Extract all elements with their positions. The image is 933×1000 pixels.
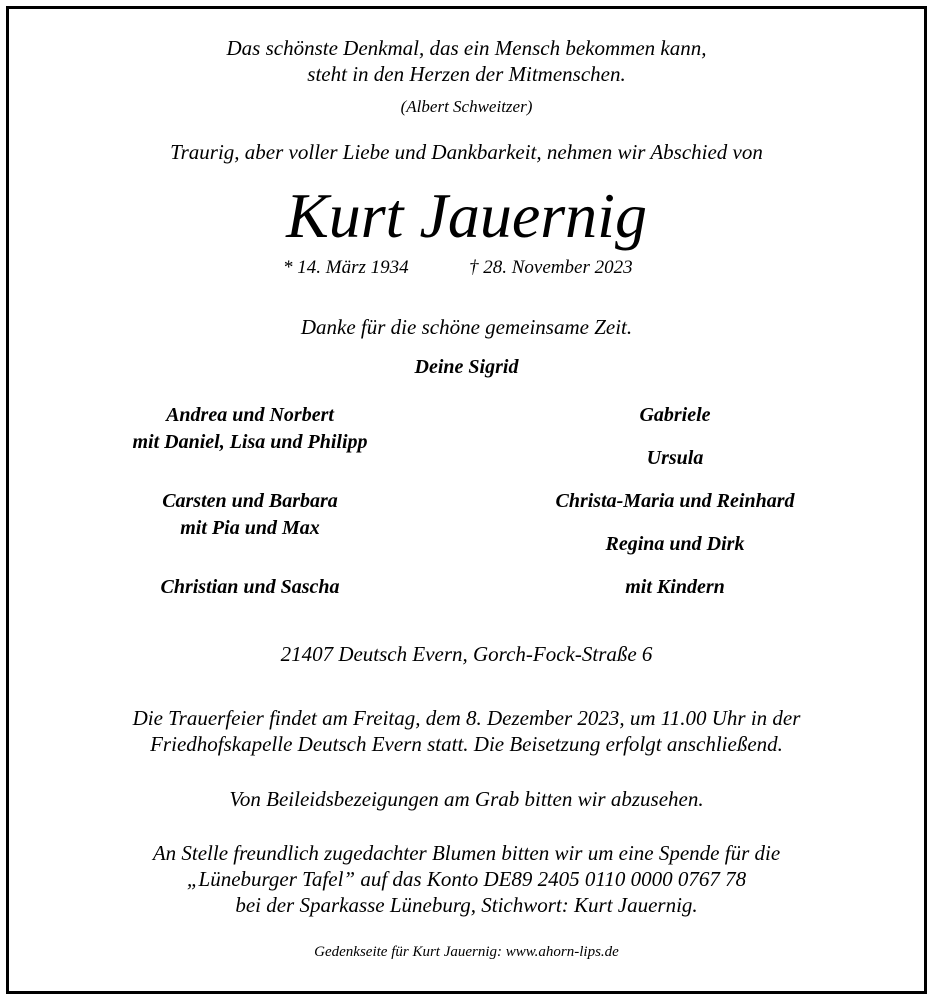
condolences-note: Von Beileidsbezeigungen am Grab bitten wir abzusehen.: [229, 787, 704, 811]
quote-line-1: Das schönste Denkmal, das ein Mensch bekommen kann,: [226, 36, 707, 60]
donation-line-2: „Lüneburger Tafel” auf das Konto DE89 2405 0110 0000 0767 78: [186, 867, 747, 891]
quote-line-2: steht in den Herzen der Mitmenschen.: [307, 62, 626, 86]
mourner-left-3-line1: Christian und Sascha: [160, 576, 340, 598]
spouse-name: Deine Sigrid: [414, 356, 519, 378]
mourner-left-2-line2: mit Pia und Max: [180, 517, 320, 539]
birth-date: * 14. März 1934: [283, 257, 409, 278]
donation-line-3: bei der Sparkasse Lüneburg, Stichwort: Kurt Jauernig.: [235, 893, 698, 917]
mourner-left-1-line1: Andrea und Norbert: [166, 404, 334, 426]
thanks-text: Danke für die schöne gemeinsame Zeit.: [300, 315, 633, 339]
deceased-name: Kurt Jauernig: [286, 180, 647, 251]
mourner-right-1: Gabriele: [639, 404, 711, 426]
ceremony-line-2: Friedhofskapelle Deutsch Evern statt. Die Beisetzung erfolgt anschließend.: [150, 732, 783, 756]
mourner-left-2: [85, 488, 415, 542]
death-date: † 28. November 2023: [469, 257, 633, 278]
mourner-left-2-line1: Carsten und Barbara: [162, 490, 338, 512]
intro-text: Traurig, aber voller Liebe und Dankbarkeit, nehmen wir Abschied von: [170, 140, 763, 164]
memorial-page-link: Gedenkseite für Kurt Jauernig: www.ahorn-lips.de: [314, 944, 619, 960]
ceremony-line-1: Die Trauerfeier findet am Freitag, dem 8. Dezember 2023, um 11.00 Uhr in der: [132, 706, 801, 730]
mourner-right-2: Ursula: [646, 447, 704, 469]
mourner-right-5: mit Kindern: [625, 576, 725, 598]
mourner-left-3: [85, 574, 415, 601]
quote-author: (Albert Schweitzer): [400, 97, 533, 116]
mourner-left-1-line2: mit Daniel, Lisa und Philipp: [132, 431, 368, 453]
mourner-right-3: Christa-Maria und Reinhard: [555, 490, 795, 512]
address: 21407 Deutsch Evern, Gorch-Fock-Straße 6: [280, 642, 653, 666]
donation-line-1: An Stelle freundlich zugedachter Blumen bitten wir um eine Spende für die: [152, 841, 781, 865]
mourner-right-4: Regina und Dirk: [605, 533, 745, 555]
mourner-left-1: [85, 402, 415, 456]
